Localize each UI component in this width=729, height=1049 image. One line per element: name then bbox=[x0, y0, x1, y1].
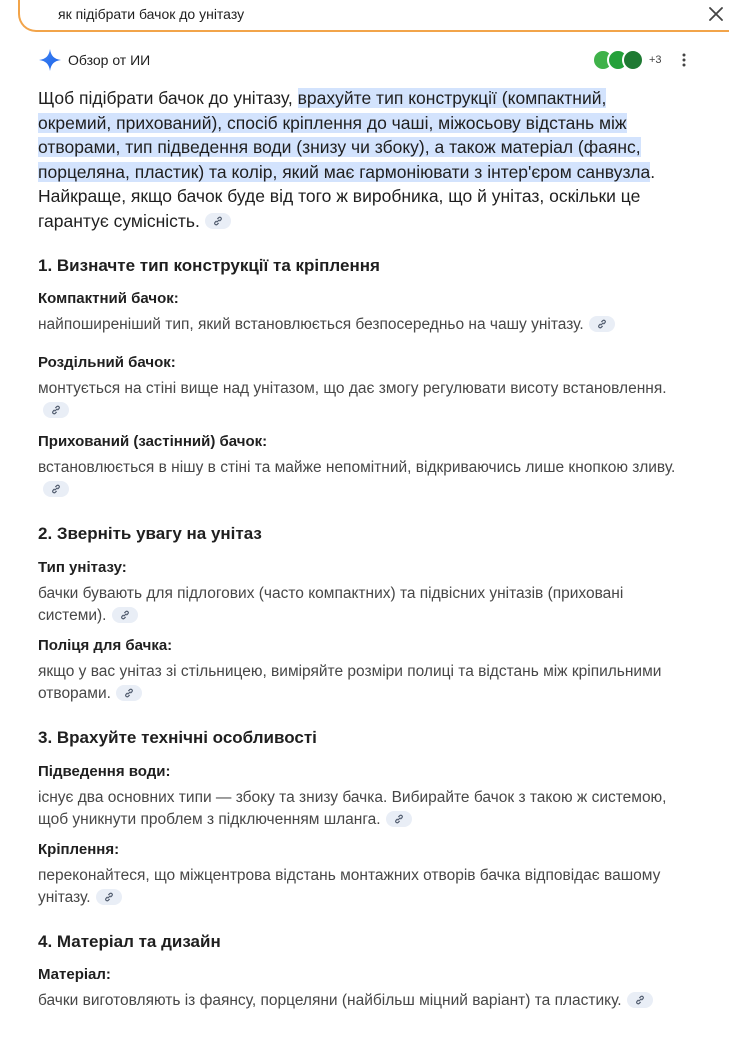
citation-link[interactable] bbox=[43, 402, 69, 418]
ai-overview-header bbox=[38, 48, 698, 74]
close-icon bbox=[709, 7, 723, 21]
item-title: Матеріал: bbox=[38, 966, 111, 983]
citation-link[interactable] bbox=[589, 316, 615, 332]
citation-link[interactable] bbox=[205, 213, 231, 229]
item-desc: якщо у вас унітаз зі стільницею, виміряйте розміри полиці та відстань між кріпильними отворами. bbox=[38, 663, 662, 702]
citation-link[interactable] bbox=[96, 889, 122, 905]
link-icon bbox=[51, 484, 61, 494]
item-desc: монтується на стіні вище над унітазом, що дає змогу регулювати висоту встановлення. bbox=[38, 378, 678, 422]
item-title: Компактний бачок: bbox=[38, 290, 179, 307]
citation-link[interactable] bbox=[386, 811, 412, 827]
item-title: Кріплення: bbox=[38, 841, 120, 858]
more-options-button[interactable] bbox=[674, 50, 694, 70]
item-desc: встановлюється в нішу в стіні та майже непомітний, відкриваючись лише кнопкою зливу. bbox=[38, 457, 678, 501]
citation-link[interactable] bbox=[627, 992, 653, 1008]
item-title: Роздільний бачок: bbox=[38, 354, 176, 371]
item-desc: бачки бувають для підлогових (часто компактних) та підвісних унітазів (приховані системи). bbox=[38, 585, 624, 624]
item-desc: переконайтеся, що міжцентрова відстань монтажних отворів бачка відповідає вашому унітазу. bbox=[38, 867, 661, 906]
section-title: 2. Зверніть увагу на унітаз bbox=[38, 524, 262, 543]
item-title: Тип унітазу: bbox=[38, 559, 127, 576]
search-bar[interactable] bbox=[18, 0, 729, 32]
more-vert-icon bbox=[682, 53, 686, 67]
section-title: 1. Визначте тип конструкції та кріплення bbox=[38, 256, 380, 275]
clear-search-button[interactable] bbox=[704, 2, 728, 26]
intro-highlight: врахуйте тип конструкції (компактний, окремий, прихований), спосіб кріплення до чаші, міжосьову відстань між отворами, тип підведення води (знизу чи збоку), а також матеріал (фаянс, порцеляна, пластик) та колір, який має гармоніювати з інтер'єром санвузла bbox=[38, 88, 651, 182]
item-title: Прихований (застінний) бачок: bbox=[38, 433, 268, 450]
link-icon bbox=[394, 814, 404, 824]
link-icon bbox=[120, 610, 130, 620]
section-title: 3. Врахуйте технічні особливості bbox=[38, 728, 317, 747]
citation-link[interactable] bbox=[43, 481, 69, 497]
citation-link[interactable] bbox=[116, 685, 142, 701]
link-icon bbox=[597, 319, 607, 329]
intro-text-part2: . Найкраще, якщо бачок буде від того ж виробника, що й унітаз, оскільки це гарантує сумісність. bbox=[38, 161, 656, 231]
ai-overview-title: Обзор от ИИ bbox=[68, 52, 151, 68]
intro-paragraph bbox=[38, 86, 678, 233]
link-icon bbox=[213, 216, 223, 226]
citation-link[interactable] bbox=[112, 607, 138, 623]
section-title: 4. Матеріал та дизайн bbox=[38, 932, 221, 951]
link-icon bbox=[104, 892, 114, 902]
source-favicon-3[interactable] bbox=[622, 49, 644, 71]
link-icon bbox=[51, 405, 61, 415]
source-favicons[interactable] bbox=[592, 49, 662, 71]
sparkle-icon bbox=[38, 48, 62, 72]
item-title: Підведення води: bbox=[38, 763, 171, 780]
search-input[interactable]: як підібрати бачок до унітазу bbox=[58, 6, 245, 22]
link-icon bbox=[124, 688, 134, 698]
sources-more-count[interactable]: +3 bbox=[649, 54, 662, 66]
link-icon bbox=[635, 995, 645, 1005]
item-desc: бачки виготовляють із фаянсу, порцеляни (найбільш міцний варіант) та пластику. bbox=[38, 990, 678, 1012]
item-desc: існує два основних типи — збоку та знизу бачка. Вибирайте бачок з такою ж системою, щоб уникнути проблем з підключенням шланга. bbox=[38, 789, 667, 828]
item-title: Поліця для бачка: bbox=[38, 637, 173, 654]
item-desc: найпоширеніший тип, який встановлюється безпосередньо на чашу унітазу. bbox=[38, 314, 678, 336]
intro-text-part1: Щоб підібрати бачок до унітазу, bbox=[38, 88, 298, 108]
